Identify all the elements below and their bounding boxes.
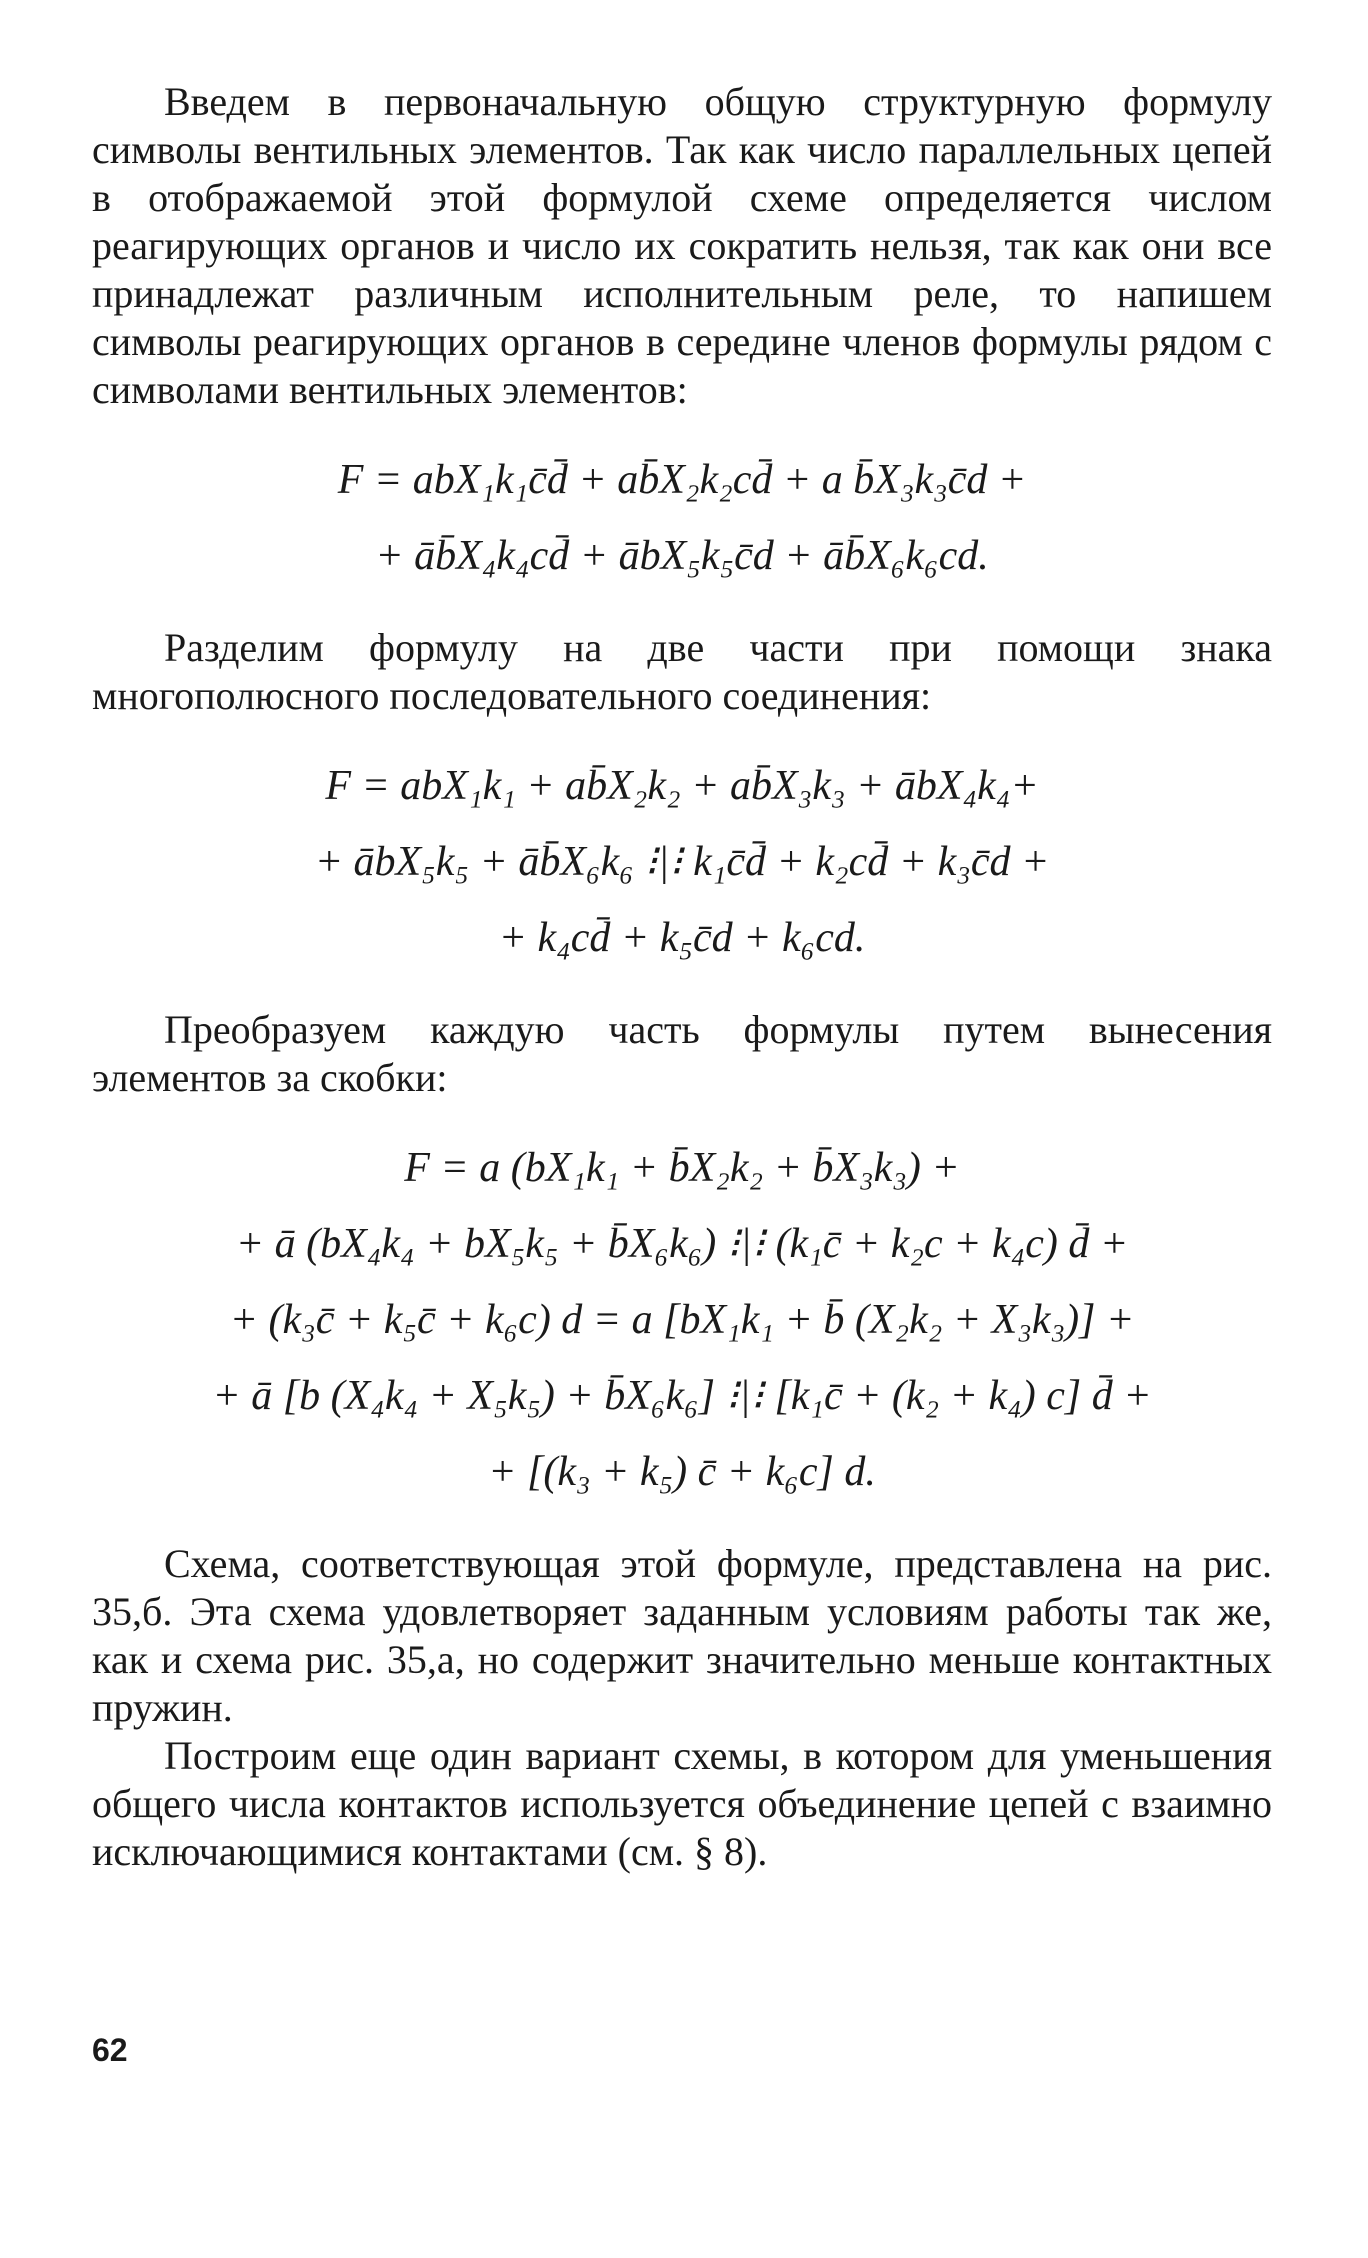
page-content — [92, 78, 1272, 1876]
formula-3 — [92, 1130, 1272, 1510]
formula-line: + k₄cd̄ + k₅c̄d + k₆cd. — [498, 915, 866, 961]
formula-line: + āb̄X₄k₄cd̄ + ābX₅k₅c̄d + āb̄X₆k₆cd. — [375, 533, 989, 579]
paragraph-scheme: Схема, соответствующая этой формуле, представлена на рис. 35,б. Эта схема удовлетворяет заданным условиям работы так же, как и схема рис. 35,а, но содержит значительно меньше контактных пружин. — [92, 1541, 1272, 1730]
formula-line: + [(k₃ + k₅) c̄ + k₆c] d. — [488, 1449, 876, 1495]
formula-line: F = a (bX₁k₁ + b̄X₂k₂ + b̄X₃k₃) + — [404, 1145, 960, 1191]
paragraph-variant: Построим еще один вариант схемы, в котором для уменьшения общего числа контактов используется объединение цепей с взаимно исключающимися контактами (см. § 8). — [92, 1733, 1272, 1874]
formula-line: + ā (bX₄k₄ + bX₅k₅ + b̄X₆k₆) ⁝|⁝ (k₁c̄ + k₂c + k₄c) d̄ + — [235, 1221, 1129, 1267]
formula-line: F = abX₁k₁c̄d̄ + ab̄X₂k₂cd̄ + a b̄X₃k₃c̄d + — [337, 457, 1027, 503]
paragraph-intro: Введем в первоначальную общую структурную формулу символы вентильных элементов. Так как число параллельных цепей в отображаемой этой формулой схеме определяется числом реагирующих органов и число их сократить нельзя, так как они все принадлежат различным исполнительным реле, то напишем символы реагирующих органов в середине членов формулы рядом с символами вентильных элементов: — [92, 79, 1272, 412]
formula-1 — [92, 442, 1272, 594]
formula-2 — [92, 748, 1272, 976]
formula-line: F = abX₁k₁ + ab̄X₂k₂ + ab̄X₃k₃ + ābX₄k₄+ — [325, 763, 1039, 809]
page-number: 62 — [92, 2032, 128, 2068]
formula-line: + ābX₅k₅ + āb̄X₆k₆ ⁝|⁝ k₁c̄d̄ + k₂cd̄ + k₃c̄d + — [314, 839, 1050, 885]
paragraph-split: Разделим формулу на две части при помощи знака многополюсного последовательного соединения: — [92, 625, 1272, 718]
formula-line: + (k₃c̄ + k₅c̄ + k₆c) d = a [bX₁k₁ + b̄ (X₂k₂ + X₃k₃)] + — [229, 1297, 1135, 1343]
formula-line: + ā [b (X₄k₄ + X₅k₅) + b̄X₆k₆] ⁝|⁝ [k₁c̄ + (k₂ + k₄) c] d̄ + — [212, 1373, 1152, 1419]
paragraph-transform: Преобразуем каждую часть формулы путем вынесения элементов за скобки: — [92, 1007, 1272, 1100]
